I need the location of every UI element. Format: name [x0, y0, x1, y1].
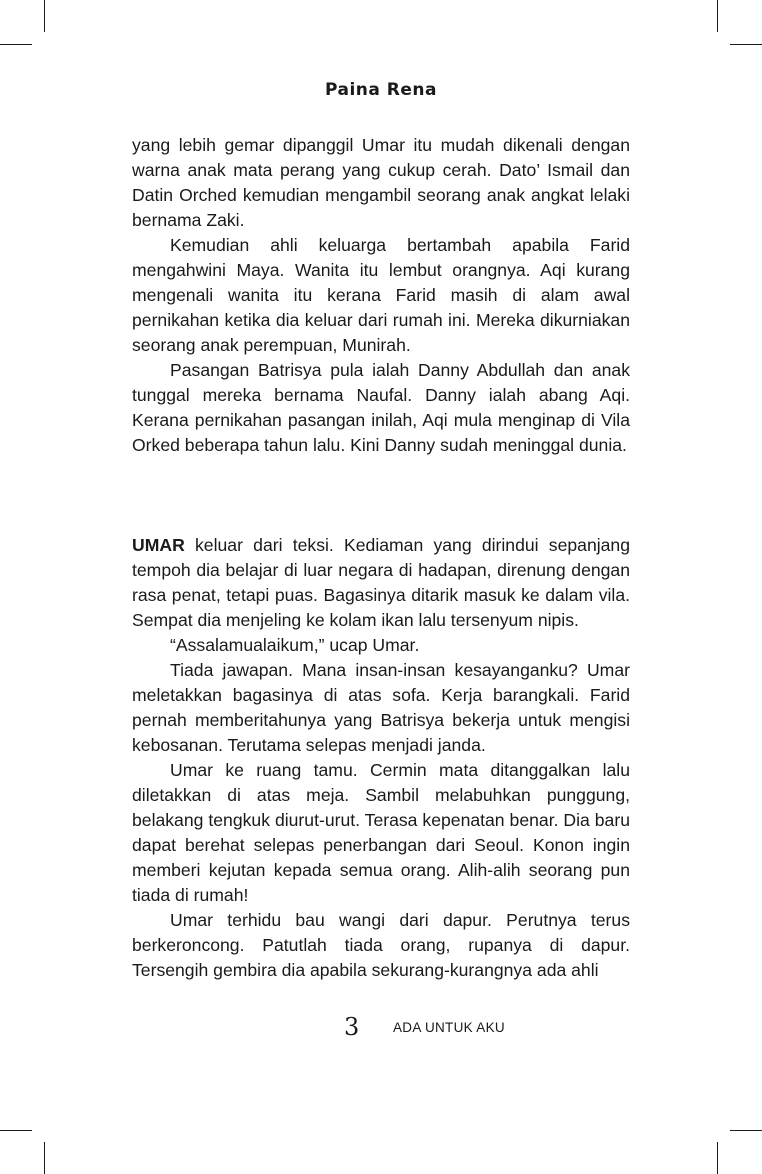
paragraph: Kemudian ahli keluarga bertambah apabila Farid mengahwini Maya. Wanita itu lembut orangnya. Aqi kurang mengenali wanita itu kerana Farid masih di alam awal pernikahan ketika dia keluar dari rumah ini. Mereka dikurniakan seorang anak perempuan, Munirah.: [132, 235, 630, 355]
paragraph-opening-text: keluar dari teksi. Kediaman yang dirindui sepanjang tempoh dia belajar di luar negara di hadapan, direnung dengan rasa penat, tetapi puas. Bagasinya ditarik masuk ke dalam vila. Sempat dia menjeling ke kolam ikan lalu tersenyum nipis.: [132, 535, 630, 630]
book-title: ADA UNTUK AKU: [393, 1020, 505, 1035]
crop-mark-top-left-vertical: [44, 0, 45, 32]
crop-mark-bottom-left-horizontal: [0, 1130, 32, 1131]
crop-mark-bottom-right-horizontal: [730, 1130, 762, 1131]
paragraph: Pasangan Batrisya pula ialah Danny Abdullah dan anak tunggal mereka bernama Naufal. Danny ialah abang Aqi. Kerana pernikahan pasangan inilah, Aqi mula menginap di Vila Orked beberapa tahun lalu. Kini Danny sudah meninggal dunia.: [132, 360, 630, 455]
lead-word: UMAR: [132, 535, 185, 555]
crop-mark-bottom-right-vertical: [717, 1142, 718, 1174]
paragraph-opening: [132, 533, 630, 633]
running-header: Paina Rena: [325, 80, 437, 100]
page-footer: [0, 1013, 762, 1043]
page-number: 3: [344, 1013, 360, 1041]
paragraph: “Assalamualaikum,” ucap Umar.: [170, 635, 420, 655]
paragraph: Umar ke ruang tamu. Cermin mata ditanggalkan lalu diletakkan di atas meja. Sambil melabuhkan punggung, belakang tengkuk diurut-urut. Terasa kepenatan benar. Dia baru dapat berehat selepas penerbangan dari Seoul. Konon ingin memberi kejutan kepada semua orang. Alih-alih seorang pun tiada di rumah!: [132, 760, 630, 905]
paragraph: yang lebih gemar dipanggil Umar itu mudah dikenali dengan warna anak mata perang yang cukup cerah. Dato’ Ismail dan Datin Orched kemudian mengambil seorang anak angkat lelaki bernama Zaki.: [132, 135, 630, 230]
crop-mark-top-right-horizontal: [730, 44, 762, 45]
crop-mark-top-right-vertical: [717, 0, 718, 32]
body-text-section-1: [132, 133, 630, 458]
crop-mark-bottom-left-vertical: [44, 1142, 45, 1174]
paragraph: Umar terhidu bau wangi dari dapur. Perutnya terus berkeroncong. Patutlah tiada orang, rupanya di dapur. Tersengih gembira dia apabila sekurang-kurangnya ada ahli: [132, 910, 630, 980]
paragraph: Tiada jawapan. Mana insan-insan kesayanganku? Umar meletakkan bagasinya di atas sofa. Kerja barangkali. Farid pernah memberitahunya yang Batrisya bekerja untuk mengisi kebosanan. Terutama selepas menjadi janda.: [132, 660, 630, 755]
crop-mark-top-left-horizontal: [0, 44, 32, 45]
body-text-section-2: [132, 533, 630, 983]
